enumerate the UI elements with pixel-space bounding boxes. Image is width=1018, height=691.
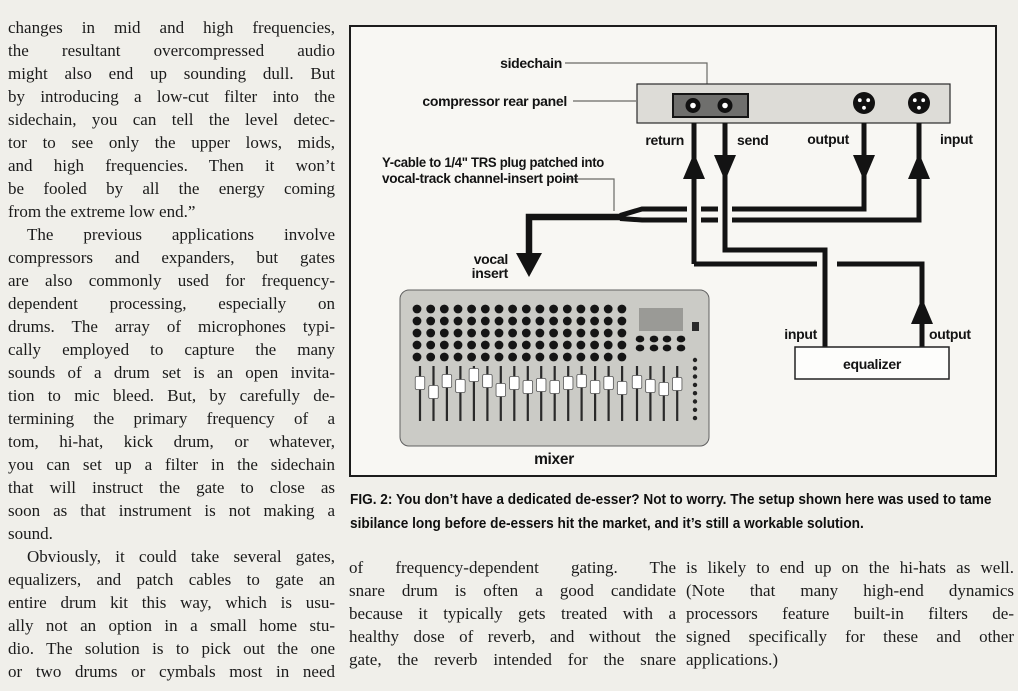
- mixer-knob: [426, 341, 435, 350]
- mixer-knob: [536, 341, 545, 350]
- text-line: be fooled by all the energy coming: [8, 179, 335, 198]
- mixer-knob: [577, 329, 586, 338]
- article-column-left: [8, 16, 335, 683]
- text-line: from the extreme low end.”: [8, 202, 196, 221]
- mixer-fader-cap: [469, 369, 479, 382]
- mixer-knob: [590, 305, 599, 314]
- mixer-button: [636, 336, 645, 343]
- flow-arrow-up-input: [908, 153, 930, 179]
- text-line: dio. The solution is to pick out the one: [8, 639, 335, 658]
- mixer-fader-cap: [590, 381, 600, 394]
- label-sidechain: sidechain: [500, 55, 562, 71]
- text-line: (Note that many high-end dynamics: [686, 581, 1014, 600]
- mixer-fader-cap: [659, 383, 669, 396]
- label-return: return: [645, 132, 684, 148]
- text-line: applications.): [686, 650, 779, 669]
- figure-caption-line2: sibilance long before de-essers hit the market, and it’s still a workable solution.: [350, 516, 864, 532]
- mixer-knob: [508, 305, 517, 314]
- mixer-knob: [508, 353, 517, 362]
- text-line: compressors and expanders, but gates: [8, 248, 335, 267]
- sidechain-jack-plate: [673, 94, 748, 117]
- mixer-knob: [604, 341, 613, 350]
- text-line: drums. The array of microphones typi-: [8, 317, 335, 336]
- mixer-led: [693, 383, 697, 387]
- mixer-knob: [563, 341, 572, 350]
- wire-send-to-eq-input: [725, 123, 825, 347]
- mixer-knob: [454, 353, 463, 362]
- sidechain-return-jack: [686, 98, 701, 113]
- mixer-knob: [426, 329, 435, 338]
- mixer-knob: [604, 353, 613, 362]
- mixer-knob: [604, 329, 613, 338]
- mixer-knob: [536, 305, 545, 314]
- label-input: input: [940, 131, 973, 147]
- text-line: equalizers, and patch cables to gate an: [8, 570, 335, 589]
- label-compressor-rear-panel: compressor rear panel: [422, 93, 567, 109]
- text-line: is likely to end up on the hi-hats as well.: [686, 558, 1014, 577]
- mixer-led: [693, 416, 697, 420]
- article-column-middle: [349, 556, 676, 671]
- xlr-input-connector: [908, 92, 930, 114]
- mixer-knob: [426, 305, 435, 314]
- text-line: The previous applications involve: [27, 225, 335, 244]
- text-line: sounds of a drum set is an open invita-: [8, 363, 335, 382]
- text-line: cally employed to capture the many: [8, 340, 335, 359]
- mixer-knob: [454, 341, 463, 350]
- mixer-knob: [522, 329, 531, 338]
- mixer-fader-cap: [483, 375, 493, 388]
- mixer-fader-cap: [604, 377, 614, 390]
- mixer-fader-cap: [617, 382, 627, 395]
- mixer-fader-cap: [510, 377, 520, 390]
- mixer-knob: [413, 329, 422, 338]
- figure-caption: [350, 488, 1014, 536]
- mixer-led: [693, 358, 697, 362]
- text-line: might also end up sounding dull. But: [8, 64, 335, 83]
- mixer-knob: [440, 317, 449, 326]
- text-line: termining the primary frequency of a: [8, 409, 335, 428]
- mixer-led: [693, 408, 697, 412]
- mixer-knob: [563, 329, 572, 338]
- mixer-button: [650, 336, 659, 343]
- mixer-knob: [467, 317, 476, 326]
- mixer-knob: [495, 341, 504, 350]
- mixer-led: [693, 391, 697, 395]
- text-line: are also commonly used for frequency-: [8, 271, 335, 290]
- mixer-fader-cap: [536, 379, 546, 392]
- mixer-knob: [440, 353, 449, 362]
- mixer-knob: [522, 317, 531, 326]
- mixer-knob: [508, 341, 517, 350]
- article-column-right: [686, 556, 1014, 671]
- mixer-knob: [604, 317, 613, 326]
- text-line: soon as that instrument is not making a: [8, 501, 335, 520]
- mixer-fader-cap: [672, 378, 682, 391]
- label-eq-output: output: [929, 326, 971, 342]
- mixer-fader-cap: [523, 381, 533, 394]
- wire-y-cable-merged: [529, 217, 621, 255]
- text-line: you can set up a filter in the sidechain: [8, 455, 335, 474]
- mixer-knob: [495, 329, 504, 338]
- label-ycable-line2: vocal-track channel-insert point: [382, 171, 579, 186]
- mixer-knob: [549, 341, 558, 350]
- mixer-fader-cap: [442, 375, 452, 388]
- paragraph: [349, 556, 676, 671]
- mixer-knob: [481, 305, 490, 314]
- flow-arrow-down-send: [714, 155, 736, 181]
- mixer-knob: [440, 329, 449, 338]
- mixer-knob: [481, 353, 490, 362]
- mixer-knob: [563, 353, 572, 362]
- mixer-knob: [604, 305, 613, 314]
- mixer-knob: [440, 305, 449, 314]
- sidechain-send-jack: [718, 98, 733, 113]
- text-line: tom, hi-hat, kick drum, or whatever,: [8, 432, 335, 451]
- text-line: tor to see only the upper lows, mids,: [8, 133, 335, 152]
- mixer-knob: [454, 329, 463, 338]
- mixer-fader-cap: [429, 386, 439, 399]
- mixer-fader-cap: [496, 384, 506, 397]
- mixer-fader-cap: [456, 380, 466, 393]
- mixer-knob: [618, 329, 627, 338]
- mixer-button: [663, 345, 672, 352]
- text-line: of frequency-dependent gating. The: [349, 558, 676, 577]
- mixer-knob: [563, 305, 572, 314]
- text-line: sound.: [8, 524, 53, 543]
- mixer-button: [677, 345, 686, 352]
- text-line: Obviously, it could take several gates,: [27, 547, 335, 566]
- paragraph: [686, 556, 1014, 671]
- mixer-led: [693, 374, 697, 378]
- text-line: gate, the reverb intended for the snare: [349, 650, 676, 669]
- text-line: and high frequencies. Then it won’t: [8, 156, 335, 175]
- figure-caption-line1: FIG. 2: You don’t have a dedicated de-esser? Not to worry. The setup shown here was used to tame: [350, 492, 992, 508]
- text-line: that will instruct the gate to close as: [8, 478, 335, 497]
- text-line: ally not an option in a small home stu-: [8, 616, 335, 635]
- mixer-knob: [413, 317, 422, 326]
- mixer-knob: [590, 329, 599, 338]
- mixer-knob: [618, 341, 627, 350]
- mixer-fader-cap: [577, 375, 587, 388]
- xlr-output-connector: [853, 92, 875, 114]
- mixer-button: [663, 336, 672, 343]
- text-line: processors feature built-in filters de-: [686, 604, 1014, 623]
- mixer-knob: [577, 317, 586, 326]
- mixer-knob: [426, 353, 435, 362]
- text-line: changes in mid and high frequencies,: [8, 18, 335, 37]
- label-output: output: [807, 131, 849, 147]
- label-eq-input: input: [784, 326, 817, 342]
- mixer-fader-cap: [563, 377, 573, 390]
- mixer-knob: [426, 317, 435, 326]
- flow-arrow-up-eq-output: [911, 298, 933, 324]
- mixer-fader-cap: [632, 376, 642, 389]
- mixer-knob: [536, 329, 545, 338]
- mixer-knob: [536, 317, 545, 326]
- mixer-knob: [481, 329, 490, 338]
- flow-arrow-down-output: [853, 155, 875, 181]
- paragraph: [8, 223, 335, 545]
- label-vocal: vocal: [473, 251, 508, 267]
- mixer-led: [693, 366, 697, 370]
- figure-2: [349, 25, 997, 477]
- mixer-fader-cap: [415, 377, 425, 390]
- mixer-knob: [549, 317, 558, 326]
- mixer-knob: [413, 305, 422, 314]
- mixer-knob: [481, 317, 490, 326]
- label-insert: insert: [471, 265, 508, 281]
- mixer-knob: [413, 353, 422, 362]
- mixer-fader-cap: [550, 381, 560, 394]
- text-line: sidechain, you can tell the level detec-: [8, 110, 335, 129]
- mixer-knob: [467, 353, 476, 362]
- mixer-knob: [495, 305, 504, 314]
- mixer-knob: [590, 353, 599, 362]
- mixer-knob: [454, 305, 463, 314]
- mixer-display: [639, 308, 683, 331]
- deesser-diagram: [351, 27, 995, 475]
- text-line: because it typically gets treated with a: [349, 604, 676, 623]
- mixer-knob: [577, 341, 586, 350]
- mixer-knob: [618, 305, 627, 314]
- text-line: dependent processing, especially on: [8, 294, 335, 313]
- mixer-fader-cap: [646, 380, 656, 393]
- mixer-knob: [440, 341, 449, 350]
- label-ycable-line1: Y-cable to 1/4" TRS plug patched into: [382, 155, 605, 170]
- mixer-knob: [522, 341, 531, 350]
- mixer-knob: [508, 329, 517, 338]
- mixer-knob: [549, 353, 558, 362]
- text-line: entire drum kit this way, which is usu-: [8, 593, 335, 612]
- mixer-knob: [577, 305, 586, 314]
- flow-arrow-up-return: [683, 153, 705, 179]
- paragraph: [8, 545, 335, 683]
- mixer-knob: [563, 317, 572, 326]
- flow-arrow-down-vocal-insert: [516, 253, 542, 277]
- mixer-knob: [413, 341, 422, 350]
- text-line: the resultant overcompressed audio: [8, 41, 335, 60]
- label-equalizer: equalizer: [843, 356, 901, 372]
- text-line: or two drums or cymbals most in need: [8, 662, 335, 681]
- text-line: signed specifically for these and other: [686, 627, 1014, 646]
- text-line: snare drum is often a good candidate: [349, 581, 676, 600]
- mixer-knob: [522, 305, 531, 314]
- mixer-knob: [454, 317, 463, 326]
- mixer-knob: [467, 341, 476, 350]
- text-line: healthy dose of reverb, and without the: [349, 627, 676, 646]
- label-mixer: mixer: [534, 451, 574, 468]
- label-send: send: [737, 132, 769, 148]
- mixer-knob: [618, 317, 627, 326]
- mixer-knob: [467, 305, 476, 314]
- mixer-side-icon: [692, 322, 699, 331]
- mixer-button: [636, 345, 645, 352]
- mixer-knob: [536, 353, 545, 362]
- mixer-knob: [508, 317, 517, 326]
- mixer-knob: [495, 353, 504, 362]
- paragraph: [8, 16, 335, 223]
- mixer-knob: [590, 341, 599, 350]
- mixer-knob: [495, 317, 504, 326]
- mixer-knob: [481, 341, 490, 350]
- mixer-knob: [549, 329, 558, 338]
- mixer-knob: [590, 317, 599, 326]
- text-line: tion to mic bleed. But, by carefully de-: [8, 386, 335, 405]
- mixer-knob: [577, 353, 586, 362]
- mixer-button: [650, 345, 659, 352]
- mixer-knob: [549, 305, 558, 314]
- mixer-knob: [467, 329, 476, 338]
- mixer-button: [677, 336, 686, 343]
- text-line: by introducing a low-cut filter into the: [8, 87, 335, 106]
- mixer-knob: [522, 353, 531, 362]
- mixer-led: [693, 399, 697, 403]
- mixer-knob: [618, 353, 627, 362]
